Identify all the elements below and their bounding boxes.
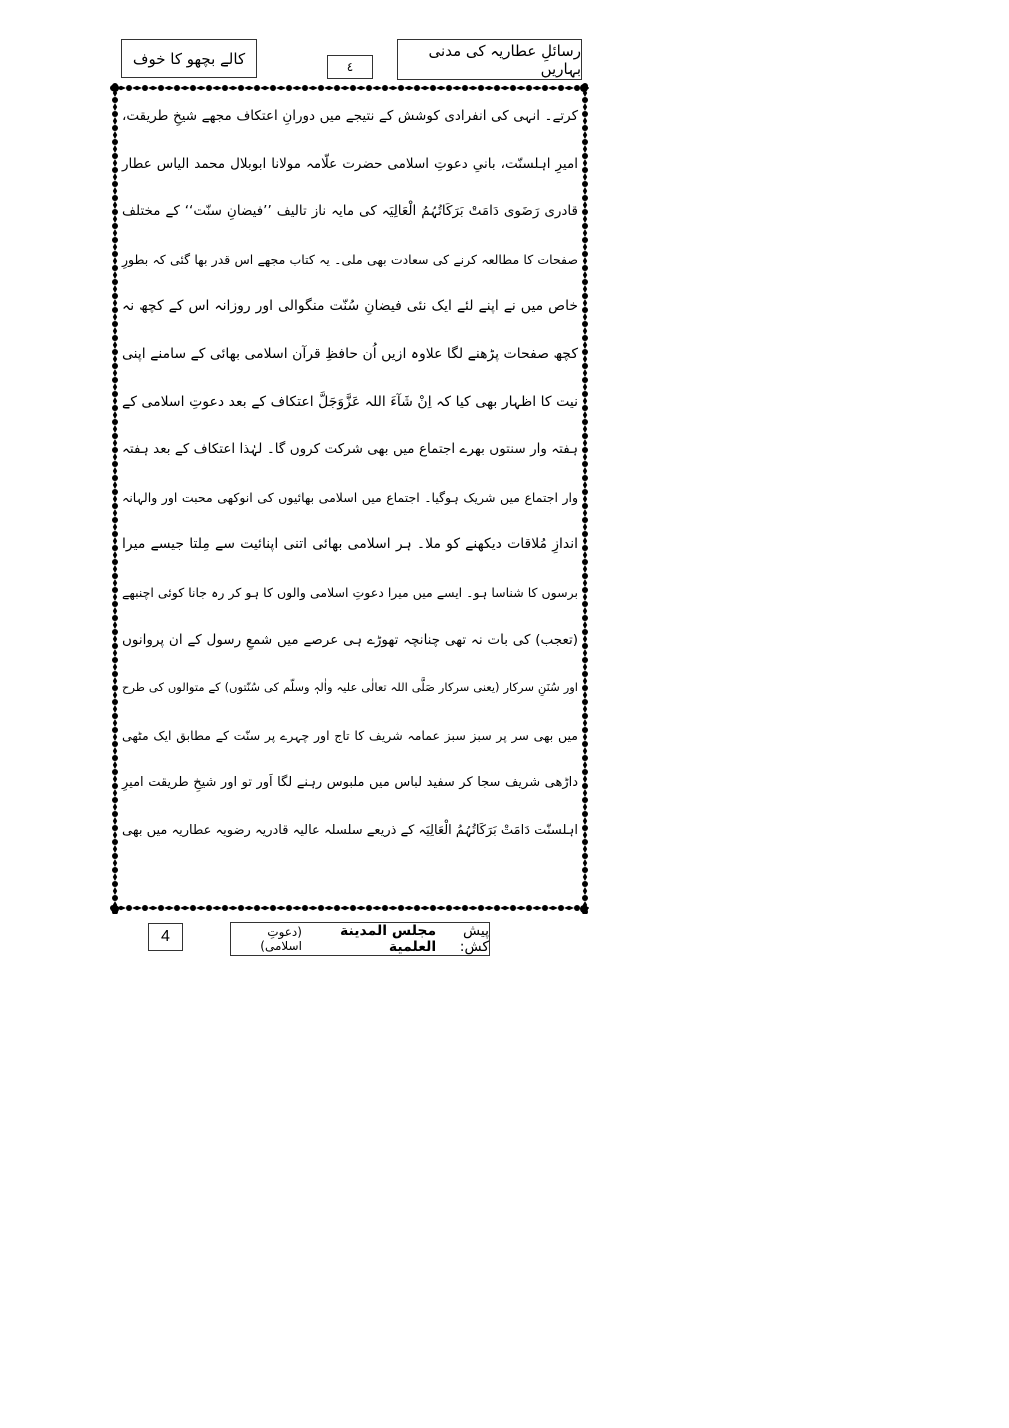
header-page-number: ٤: [346, 60, 354, 74]
text-line: اہلسنّت دَامَتْ بَرَکَاتُہُمُ الْعَالِیَہ کے ذریعے سلسلہ عالیہ قادریہ رضویہ عطاریہ میں بھی: [122, 822, 578, 838]
chapter-title-box: [121, 39, 257, 78]
publisher-credit-box: [230, 922, 490, 956]
chapter-title: کالے بچھو کا خوف: [132, 49, 246, 68]
text-line: وار اجتماع میں شریک ہوگیا۔ اجتماع میں اسلامی بھائیوں کی انوکھی محبت اور والہانہ: [122, 489, 578, 505]
credit-org: مجلس المدینة العلمیة: [340, 923, 437, 955]
text-line: قادری رَضَوی دَامَتْ بَرَکَاتُہُمُ الْعَالِیَہ کی مایہ ناز تالیف ’’فیضانِ سنّت‘‘ کے مختلف: [122, 203, 578, 220]
header-page-number-box: [327, 55, 373, 79]
text-line: برسوں کا شناسا ہو۔ ایسے میں میرا دعوتِ اسلامی والوں کا ہو کر رہ جانا کوئی اچنبھے: [122, 584, 578, 600]
text-line: کچھ صفحات پڑھنے لگا علاوہ ازیں اُن حافظِ قرآن اسلامی بھائی کے سامنے اپنی: [122, 345, 578, 362]
text-line: خاص میں نے اپنے لئے ایک نئی فیضانِ سُنّت منگوالی اور روزانہ اس کے کچھ نہ: [122, 298, 578, 315]
credit-prefix: پیش کش:: [459, 923, 489, 955]
text-line: اور سُنَنِ سرکار (یعنی سرکار صَلَّی اللہ تعالٰی علیہ واٰلہٖ وسلّم کی سُنّتوں) کے متوالوں کی طرح: [122, 680, 578, 695]
text-line: داڑھی شریف سجا کر سفید لباس میں ملبوس رہنے لگا اَور تو اور شیخِ طریقت امیرِ: [122, 775, 578, 791]
text-line: میں بھی سر پر سبز سبز عمامہ شریف کا تاج اور چہرے پر سنّت کے مطابق ایک مٹھی: [122, 727, 578, 743]
text-line: ہفتہ وار سنتوں بھرے اجتماع میں بھی شرکت کروں گا۔ لہٰذا اعتکاف کے بعد ہفتہ: [122, 441, 578, 458]
text-line: نیت کا اظہار بھی کیا کہ اِنْ شَآءَ اللہ عَزَّوَجَلَّ اعتکاف کے بعد دعوتِ اسلامی کے: [122, 393, 578, 410]
text-line: کرتے۔ انہی کی انفرادی کوشش کے نتیجے میں دورانِ اعتکاف مجھے شیخِ طریقت،: [122, 108, 578, 124]
footer-page-number-box: [148, 923, 183, 951]
credit-suffix: (دعوتِ اسلامی): [260, 925, 302, 953]
text-line: صفحات کا مطالعہ کرنے کی سعادت بھی ملی۔ یہ کتاب مجھے اس قدر بھا گئی کہ بطورِ: [122, 251, 578, 267]
footer-page-number: 4: [161, 928, 170, 945]
book-title-box: [397, 39, 582, 80]
body-text: [120, 93, 580, 903]
text-line: اندازِ مُلاقات دیکھنے کو ملا۔ ہر اسلامی بھائی اتنی اپنائیت سے مِلتا جیسے میرا: [122, 536, 578, 553]
text-line: امیرِ اہلسنّت، بانیِ دعوتِ اسلامی حضرت علّامہ مولانا ابوبلال محمد الیاس عطار: [122, 155, 578, 172]
text-line: (تعجب) کی بات نہ تھی چنانچہ تھوڑے ہی عرصے میں شمعِ رسول کے ان پروانوں: [122, 631, 578, 648]
book-title: رسائلِ عطاریہ کی مدنی بہاریں: [428, 41, 581, 78]
